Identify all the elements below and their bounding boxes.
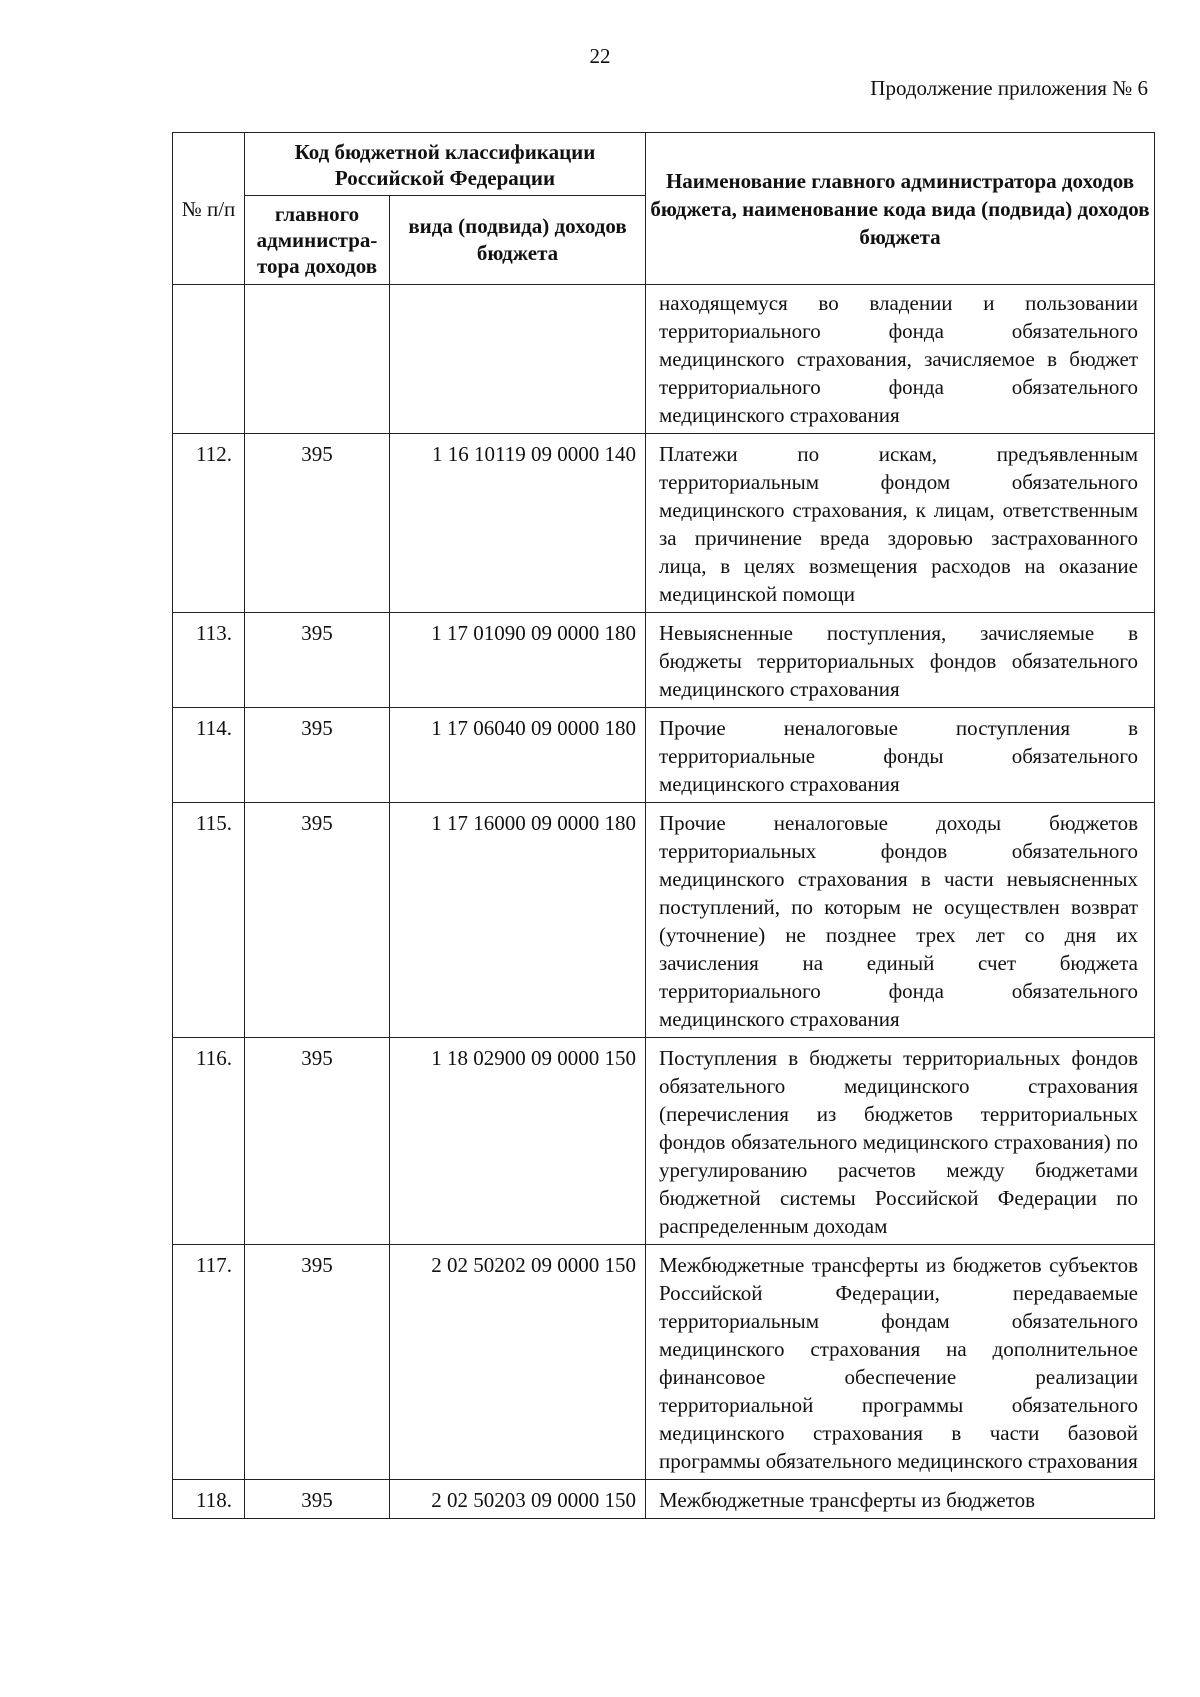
row-number: 112. [173, 434, 245, 613]
row-income-code: 1 17 06040 09 0000 180 [390, 708, 646, 803]
header-admin-code: главного администра-тора доходов [245, 196, 390, 285]
row-number [173, 285, 245, 434]
row-admin-code: 395 [245, 434, 390, 613]
row-number: 114. [173, 708, 245, 803]
row-admin-code: 395 [245, 1480, 390, 1519]
row-admin-code: 395 [245, 803, 390, 1038]
row-admin-code: 395 [245, 1038, 390, 1245]
row-number: 113. [173, 613, 245, 708]
table-row [173, 613, 1155, 708]
row-income-code: 2 02 50202 09 0000 150 [390, 1245, 646, 1480]
row-name: Межбюджетные трансферты из бюджетов [646, 1480, 1155, 1519]
table-row [173, 434, 1155, 613]
continuation-note: Продолжение приложения № 6 [870, 76, 1148, 100]
header-number: № п/п [173, 133, 245, 285]
row-number: 116. [173, 1038, 245, 1245]
row-income-code: 1 18 02900 09 0000 150 [390, 1038, 646, 1245]
table-row [173, 803, 1155, 1038]
row-number: 115. [173, 803, 245, 1038]
row-name: Платежи по искам, предъявленным территориальным фондом обязательного медицинского страхования, к лицам, ответственным за причинение вреда здоровью застрахованного лица, в целях возмещения расходов на оказание медицинской помощи [646, 434, 1155, 613]
header-code-group: Код бюджетной классификации Российской Федерации [245, 133, 646, 196]
row-name: находящемуся во владении и пользовании территориального фонда обязательного медицинского страхования, зачисляемое в бюджет территориального фонда обязательного медицинского страхования [646, 285, 1155, 434]
row-admin-code: 395 [245, 613, 390, 708]
row-income-code: 2 02 50203 09 0000 150 [390, 1480, 646, 1519]
budget-classification-table [172, 132, 1155, 1519]
row-income-code: 1 17 01090 09 0000 180 [390, 613, 646, 708]
table-row [173, 1038, 1155, 1245]
table-row [173, 1480, 1155, 1519]
row-income-code: 1 16 10119 09 0000 140 [390, 434, 646, 613]
row-admin-code [245, 285, 390, 434]
page-number: 22 [589, 44, 611, 68]
row-name: Межбюджетные трансферты из бюджетов субъектов Российской Федерации, передаваемые территориальным фондам обязательного медицинского страхования на дополнительное финансовое обеспечение реализации территориальной программы обязательного медицинского страхования в части базовой программы обязательного медицинского страхования [646, 1245, 1155, 1480]
table-row [173, 1245, 1155, 1480]
row-number: 118. [173, 1480, 245, 1519]
row-name: Поступления в бюджеты территориальных фондов обязательного медицинского страхования (перечисления из бюджетов территориальных фондов обязательного медицинского страхования) по урегулированию расчетов между бюджетами бюджетной системы Российской Федерации по распределенным доходам [646, 1038, 1155, 1245]
row-number: 117. [173, 1245, 245, 1480]
row-income-code: 1 17 16000 09 0000 180 [390, 803, 646, 1038]
header-name: Наименование главного администратора доходов бюджета, наименование кода вида (подвида) доходов бюджета [646, 133, 1155, 285]
row-income-code [390, 285, 646, 434]
table-row [173, 285, 1155, 434]
row-name: Прочие неналоговые поступления в территориальные фонды обязательного медицинского страхования [646, 708, 1155, 803]
header-income-code: вида (подвида) доходов бюджета [390, 196, 646, 285]
row-admin-code: 395 [245, 708, 390, 803]
row-name: Невыясненные поступления, зачисляемые в бюджеты территориальных фондов обязательного медицинского страхования [646, 613, 1155, 708]
row-name: Прочие неналоговые доходы бюджетов территориальных фондов обязательного медицинского страхования в части невыясненных поступлений, по которым не осуществлен возврат (уточнение) не позднее трех лет со дня их зачисления на единый счет бюджета территориального фонда обязательного медицинского страхования [646, 803, 1155, 1038]
table-row [173, 708, 1155, 803]
row-admin-code: 395 [245, 1245, 390, 1480]
